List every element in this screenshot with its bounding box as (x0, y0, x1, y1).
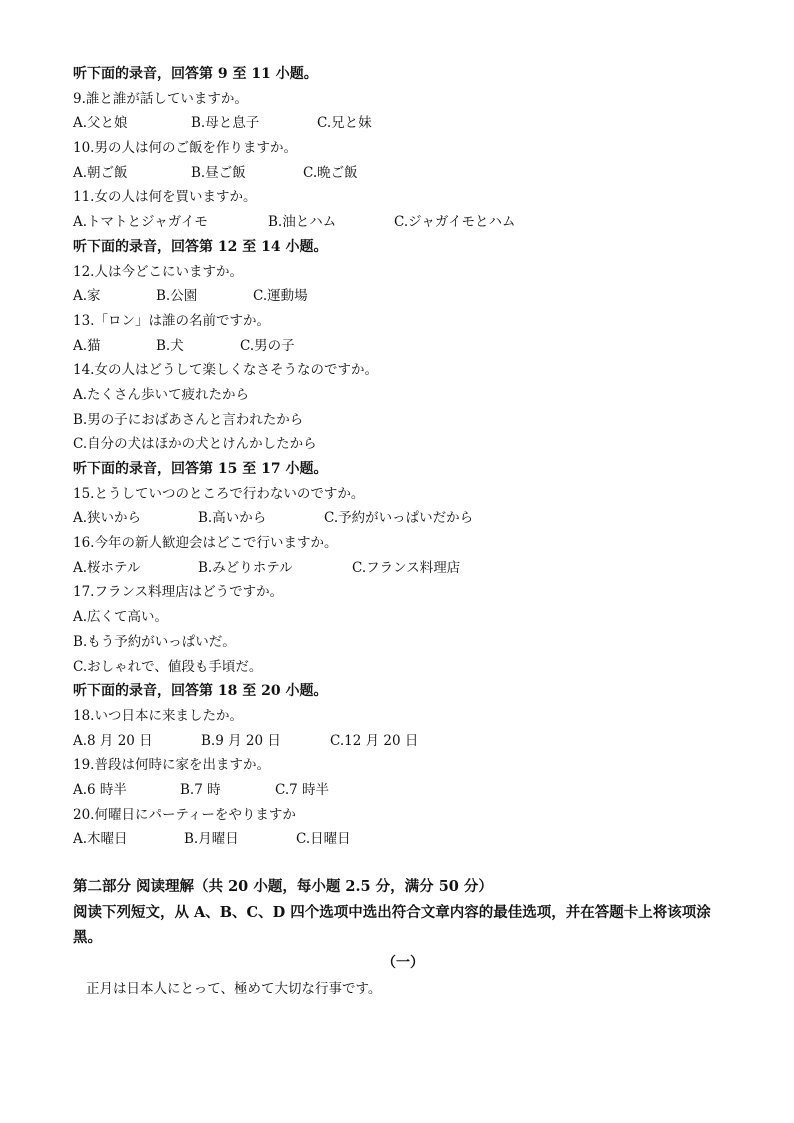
options-row (73, 778, 733, 803)
question-text: 15.とうしていつのところで行わないのですか。 (73, 485, 365, 502)
option: A.8 月 20 日 (73, 732, 153, 749)
group-heading: 听下面的录音，回答第 18 至 20 小题。 (73, 683, 328, 700)
options-row (73, 210, 733, 235)
option: C.12 月 20 日 (330, 732, 419, 749)
option: A.猫 (73, 337, 101, 354)
option: C.兄と妹 (317, 115, 372, 132)
exam-page (73, 62, 733, 1002)
options-row (73, 827, 733, 852)
question-text: 11.女の人は何を買いますか。 (73, 189, 257, 206)
option: C.おしゃれで、値段も手頃だ。 (73, 658, 263, 675)
option: A.木曜日 (73, 831, 128, 848)
option: A.トマトとジャガイモ (73, 214, 208, 231)
option: C.晩ご飯 (303, 164, 358, 181)
question-text: 9.誰と誰が話していますか。 (73, 90, 248, 107)
option: B.9 月 20 日 (201, 732, 281, 749)
option: C.ジャガイモとハム (394, 214, 516, 231)
group-heading: 听下面的录音，回答第 15 至 17 小题。 (73, 461, 328, 477)
option: C.予約がいっぱいだから (324, 510, 474, 527)
option: A.桜ホテル (73, 559, 141, 576)
option: B.みどりホテル (198, 559, 293, 576)
question-text: 14.女の人はどうして楽しくなさそうなのですか。 (73, 362, 378, 379)
options-row (73, 729, 733, 754)
option: B.男の子におばあさんと言われたから (73, 411, 304, 428)
option: A.朝ご飯 (73, 164, 128, 181)
option: C.自分の犬はほかの犬とけんかしたから (73, 436, 317, 453)
option: B.高いから (198, 510, 267, 527)
part2-instruction: 阅读下列短文，从 A、B、C、D 四个选项中选出符合文章内容的最佳选项，并在答题卡上将该项涂黑。 (73, 904, 711, 946)
option: B.油とハム (268, 214, 337, 231)
option: A.狭いから (73, 510, 142, 527)
option: B.昼ご飯 (191, 164, 246, 181)
option: A.家 (73, 288, 101, 305)
question-text: 10.男の人は何のご飯を作りますか。 (73, 140, 297, 157)
spacer (73, 852, 733, 874)
option: B.犬 (156, 337, 184, 354)
option: B.7 時 (180, 781, 221, 798)
option: B.母と息子 (191, 115, 260, 132)
passage-first-line: 正月は日本人にとって、極めて大切な行事です。 (86, 981, 382, 997)
options-row (73, 284, 733, 309)
option: A.父と娘 (73, 115, 128, 132)
group-heading: 听下面的录音，回答第 12 至 14 小题。 (73, 238, 328, 255)
question-text: 18.いつ日本に来ましたか。 (73, 707, 243, 724)
options-row (73, 506, 733, 531)
options-row (73, 161, 733, 186)
question-text: 19.普段は何時に家を出ますか。 (73, 757, 270, 774)
group-heading: 听下面的录音，回答第 9 至 11 小题。 (73, 66, 318, 82)
options-row (73, 334, 733, 359)
option: B.公園 (156, 288, 198, 305)
question-text: 12.人は今どこにいますか。 (73, 263, 243, 280)
option: C.運動場 (253, 288, 308, 305)
option: A.たくさん歩いて疲れたから (73, 386, 250, 403)
question-text: 17.フランス料理店はどうですか。 (73, 584, 284, 601)
question-text: 13.「ロン」は誰の名前ですか。 (73, 312, 270, 329)
option: A.6 時半 (73, 781, 127, 798)
part2-title: 第二部分 阅读理解（共 20 小题，每小题 2.5 分，满分 50 分） (73, 878, 493, 895)
options-row (73, 556, 733, 581)
option: A.広くて高い。 (73, 609, 169, 626)
option: B.もう予約がいっぱいだ。 (73, 633, 236, 650)
option: C.フランス料理店 (352, 559, 461, 576)
question-text: 16.今年の新人歓迎会はどこで行いますか。 (73, 535, 338, 552)
option: C.7 時半 (275, 781, 330, 798)
option: B.月曜日 (184, 831, 239, 848)
question-text: 20.何曜日にパーティーをやりますか (73, 806, 296, 823)
options-row (73, 111, 733, 136)
option: C.男の子 (240, 337, 295, 354)
option: C.日曜日 (296, 831, 351, 848)
section-label: （一） (382, 955, 424, 971)
